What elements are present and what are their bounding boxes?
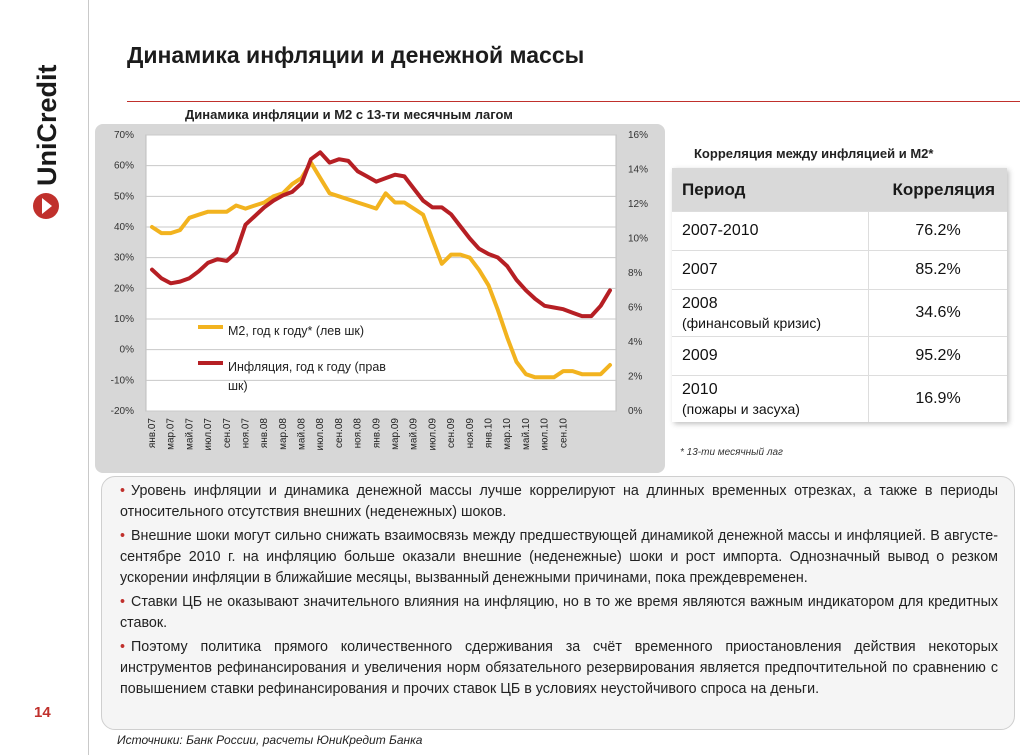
legend-label-line: шк) (228, 379, 248, 393)
bullet-dot-icon: • (120, 639, 126, 655)
unicredit-logo (16, 28, 68, 228)
period-label: 2007 (682, 261, 718, 278)
left-tick-label: -20% (110, 406, 134, 417)
x-tick-label: янв.10 (483, 418, 495, 449)
x-tick-label: сен.08 (333, 418, 345, 448)
sources-note: Источники: Банк России, расчеты ЮниКредит Банка (117, 733, 423, 747)
right-tick-label: 6% (628, 302, 643, 314)
list-item (120, 592, 998, 634)
left-tick-label: 50% (113, 191, 134, 203)
x-tick-label: сен.10 (558, 418, 570, 448)
logo-wordmark: UniCredit (32, 64, 62, 186)
period-note: (финансовый кризис) (682, 315, 822, 331)
period-label: 2008 (682, 295, 718, 312)
legend-label-line: Инфляция, год к году (прав (228, 360, 386, 374)
header-correlation: Корреляция (869, 168, 1008, 212)
bullet-dot-icon: • (120, 528, 126, 544)
bullet-text: Ставки ЦБ не оказывают значительного влияния на инфляцию, но в то же время являются важным индикатором для кредитных ставок. (120, 594, 998, 631)
x-tick-label: янв.09 (371, 418, 383, 449)
x-tick-label: ноя.09 (464, 418, 476, 449)
sidebar-divider (88, 0, 89, 755)
left-tick-label: 0% (119, 344, 134, 356)
x-tick-label: ноя.08 (352, 418, 364, 449)
chart-title: Динамика инфляции и М2 с 13-ти месячным лагом (185, 107, 513, 122)
x-tick-label: июл.08 (315, 418, 327, 451)
list-item (120, 637, 998, 700)
correlation-value: 16.9% (869, 376, 1008, 423)
left-tick-label: 20% (113, 283, 134, 295)
period-label: 2010 (682, 381, 718, 398)
table-row (672, 212, 1007, 251)
table-footnote: * 13-ти месячный лаг (680, 447, 783, 458)
list-item (120, 481, 998, 523)
correlation-title: Корреляция между инфляцией и М2* (694, 146, 934, 161)
period-cell (672, 251, 869, 290)
bullet-text: Поэтому политика прямого количественного сдерживания за счёт временного приостановления действия некоторых инструментов рефинансирования и увеличения норм обязательного резервирования является предпочтительной по сравнению с повышением ставки рефинансирования и прочих ставок ЦБ в условиях неустойчивого спроса на деньги. (120, 639, 998, 697)
period-note: (пожары и засуха) (682, 401, 800, 417)
correlation-value: 95.2% (869, 337, 1008, 376)
x-tick-label: мар.09 (390, 418, 402, 450)
bullet-list (120, 481, 998, 703)
right-tick-label: 14% (628, 164, 649, 176)
x-tick-label: мар.08 (277, 418, 289, 450)
correlation-value: 85.2% (869, 251, 1008, 290)
title-rule (127, 101, 1020, 102)
period-cell (672, 290, 869, 337)
period-cell (672, 337, 869, 376)
right-tick-label: 16% (628, 130, 649, 141)
bullet-text: Внешние шоки могут сильно снижать взаимосвязь между предшествующей динамикой денежной массы и инфляцией. В августе-сентябре 2010 г. на инфляцию больше оказали внешние (неденежные) шоки и рост импорта. Однозначный вывод о резком ускорении инфляции в ближайшие месяцы, вызванный денежными причинами, пока преждевременен. (120, 528, 998, 586)
x-tick-label: май.07 (184, 418, 196, 450)
x-tick-label: май.08 (296, 418, 308, 450)
x-tick-label: янв.08 (259, 418, 271, 449)
left-tick-label: -10% (110, 375, 134, 387)
left-tick-label: 60% (113, 160, 134, 172)
right-tick-label: 12% (628, 199, 649, 210)
x-tick-label: ноя.07 (240, 418, 252, 449)
list-item (120, 526, 998, 589)
right-tick-label: 2% (628, 371, 643, 383)
table-header-row (672, 168, 1007, 212)
correlation-value: 34.6% (869, 290, 1008, 337)
x-tick-label: июл.09 (427, 418, 439, 451)
correlation-value: 76.2% (869, 212, 1008, 251)
legend-label-m2: M2, год к году* (лев шк) (228, 324, 365, 338)
left-tick-label: 10% (113, 314, 134, 325)
left-tick-label: 40% (113, 222, 134, 233)
period-cell (672, 212, 869, 251)
table-row (672, 376, 1007, 423)
x-tick-label: июл.07 (203, 418, 215, 451)
right-tick-label: 4% (628, 337, 643, 348)
header-period: Период (672, 168, 869, 212)
bullet-dot-icon: • (120, 483, 126, 499)
right-tick-label: 0% (628, 406, 643, 417)
right-tick-label: 8% (628, 268, 643, 279)
x-tick-label: май.09 (408, 418, 420, 450)
x-tick-label: сен.09 (446, 418, 458, 448)
page-number: 14 (34, 704, 51, 721)
x-tick-label: май.10 (520, 418, 532, 450)
table-row (672, 337, 1007, 376)
table-row (672, 251, 1007, 290)
inflation-m2-chart (95, 124, 665, 473)
left-tick-label: 70% (113, 130, 134, 141)
period-label: 2007-2010 (682, 222, 759, 239)
x-tick-label: янв.07 (147, 418, 158, 449)
x-tick-label: мар.07 (165, 418, 177, 450)
bullet-dot-icon: • (120, 594, 126, 610)
period-cell (672, 376, 869, 423)
x-tick-label: июл.10 (539, 418, 551, 451)
period-label: 2009 (682, 347, 718, 364)
bullet-text: Уровень инфляции и динамика денежной массы лучше коррелируют на длинных временных отрезках, а также в периоды относительного отсутствия внешних (неденежных) шоков. (120, 483, 998, 520)
x-tick-label: сен.07 (221, 418, 233, 448)
x-tick-label: мар.10 (502, 418, 514, 450)
right-tick-label: 10% (628, 233, 649, 245)
left-tick-label: 30% (113, 252, 134, 264)
table-row (672, 290, 1007, 337)
page-title: Динамика инфляции и денежной массы (127, 42, 585, 68)
correlation-table (672, 168, 1007, 422)
